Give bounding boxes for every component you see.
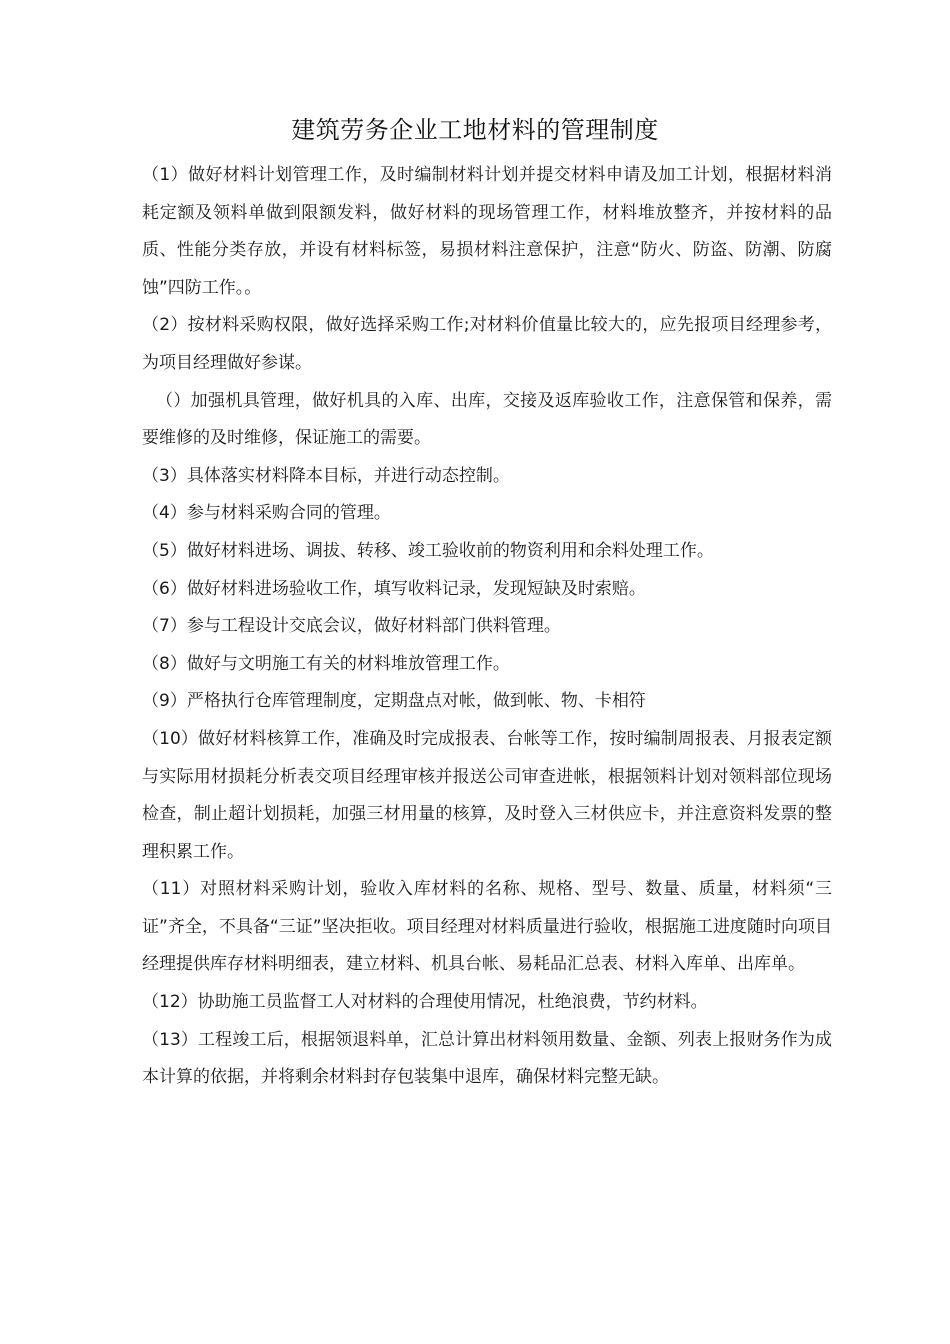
paragraph-9: （9）严格执行仓库管理制度，定期盘点对帐，做到帐、物、卡相符 — [142, 691, 646, 712]
paragraph-8: （8）做好与文明施工有关的材料堆放管理工作。 — [142, 653, 510, 674]
paragraph-4: （4）参与材料采购合同的管理。 — [142, 503, 391, 524]
paragraph-13: （13）工程竣工后，根据领退料单，汇总计算出材料领用数量、金额、列表上报财务作为成本计算的依据，并将剩余材料封存包装集中退库，确保材料完整无缺。 — [142, 1029, 832, 1088]
paragraph-7: （7）参与工程设计交底会议，做好材料部门供料管理。 — [142, 616, 561, 637]
paragraph-12: （12）协助施工员监督工人对材料的合理使用情况，杜绝浪费，节约材料。 — [142, 992, 708, 1013]
paragraph-3: （3）具体落实材料降本目标，并进行动态控制。 — [142, 465, 510, 486]
paragraph-6: （6）做好材料进场验收工作，填写收料记录，发现短缺及时索赔。 — [142, 578, 646, 599]
paragraph-10: （10）做好材料核算工作，准确及时完成报表、台帐等工作，按时编制周报表、月报表定额与实际用材损耗分析表交项目经理审核并报送公司审查进帐，根据领料计划对领料部位现场检查，制止超计划损耗，加强三材用量的核算，及时登入三材供应卡，并注意资料发票的整理积累工作。 — [142, 728, 832, 862]
document-title: 建筑劳务企业工地材料的管理制度 — [291, 116, 659, 144]
document-body — [142, 157, 832, 1097]
paragraph-2: （2）按材料采购权限，做好选择采购工作;对材料价值量比较大的，应先报项目经理参考，为项目经理做好参谋。 — [142, 315, 832, 373]
paragraph-5: （5）做好材料进场、调拔、转移、竣工验收前的物资利用和余料处理工作。 — [142, 540, 714, 561]
paragraph-1: （1）做好材料计划管理工作，及时编制材料计划并提交材料申请及加工计划，根据材料消耗定额及领料单做到限额发料，做好材料的现场管理工作，材料堆放整齐，并按材料的品质、性能分类存放，并设有材料标签，易损材料注意保护，注意“防火、防盗、防潮、防腐蚀”四防工作。。 — [142, 165, 832, 298]
paragraph-11: （11）对照材料采购计划，验收入库材料的名称、规格、型号、数量、质量，材料须“三证”齐全，不具备“三证”坚决拒收。项目经理对材料质量进行验收，根据施工进度随时向项目经理提供库存材料明细表，建立材料、机具台帐、易耗品汇总表、材料入库单、出库单。 — [142, 879, 832, 975]
paragraph-machinery: （）加强机具管理，做好机具的入库、出库，交接及返库验收工作，注意保管和保养，需要维修的及时维修，保证施工的需要。 — [142, 390, 832, 449]
